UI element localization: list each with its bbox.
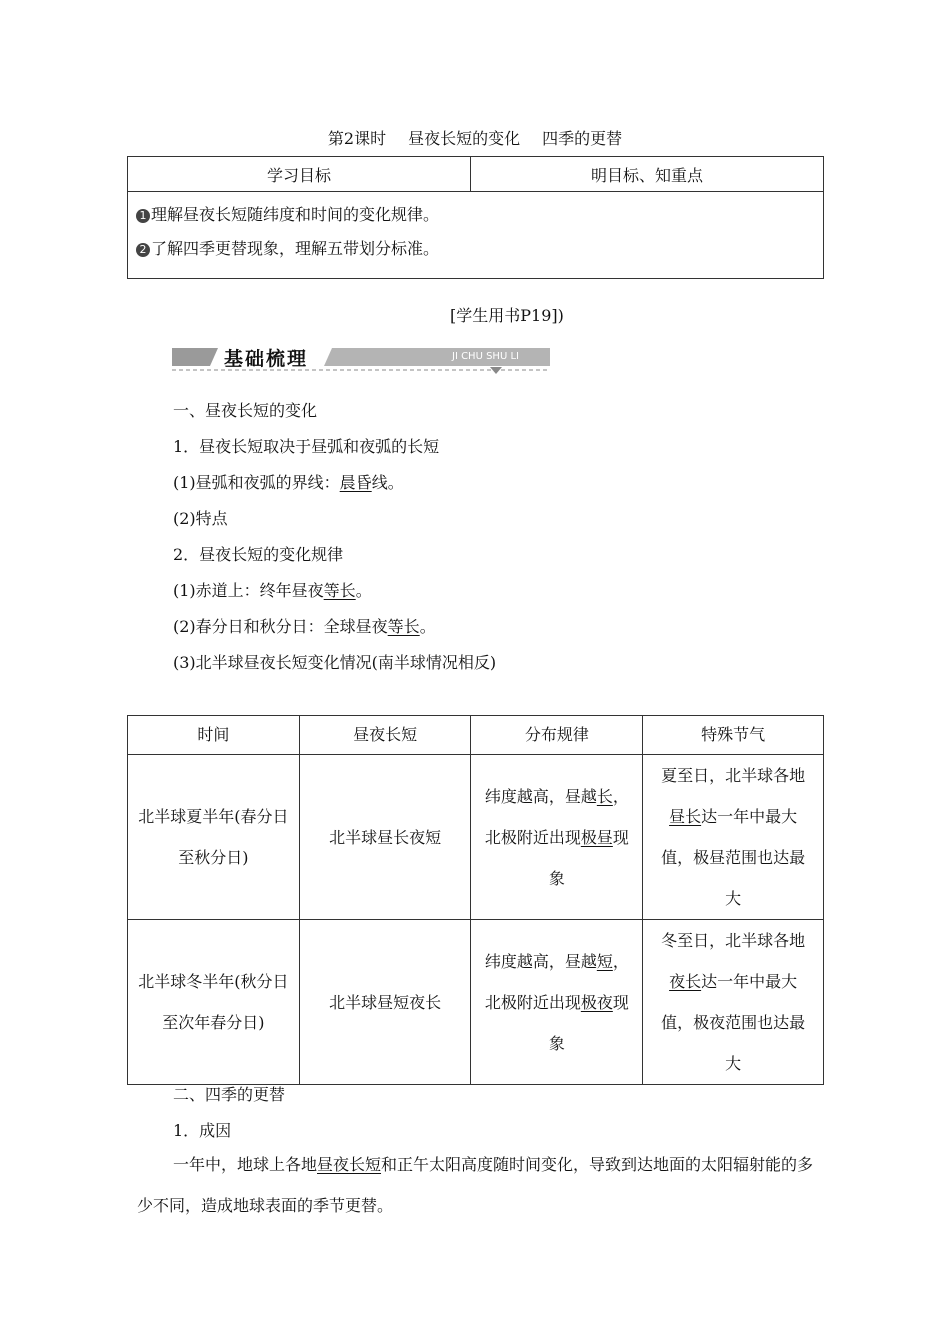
banner-title: 基础梳理 <box>224 348 309 370</box>
text: 夏至日，北半球各地 <box>661 766 806 785</box>
section1-p2-1 <box>173 578 372 601</box>
banner-pinyin: JI CHU SHU LI <box>452 351 519 362</box>
text: 。 <box>419 617 436 636</box>
table-row <box>128 920 824 1085</box>
column-header: 昼夜长短 <box>299 716 471 755</box>
answer-blank: 昼夜长短 <box>317 1155 382 1174</box>
table-row <box>128 755 824 920</box>
answer-blank: 长 <box>596 786 613 806</box>
objective-item <box>136 198 815 232</box>
text: (2)春分日和秋分日：全球昼夜 <box>173 617 388 636</box>
objectives-header-right: 明目标、知重点 <box>471 157 824 192</box>
section1-p1: 1．昼夜长短取决于昼弧和夜弧的长短 <box>173 437 440 456</box>
text: (1)昼弧和夜弧的界线： <box>173 473 340 492</box>
column-header: 时间 <box>128 716 300 755</box>
text: (1)赤道上：终年昼夜 <box>173 581 324 600</box>
objectives-table <box>127 156 824 279</box>
table-header-row <box>128 716 824 755</box>
answer-blank: 短 <box>596 951 613 971</box>
text: 冬至日，北半球各地 <box>661 931 806 950</box>
text: 现象 <box>548 827 629 888</box>
answer-blank: 昼长 <box>669 807 702 826</box>
answer-blank: 极夜 <box>580 992 613 1012</box>
textbook-reference: [学生用书P19]) <box>450 306 564 325</box>
answer-blank: 等长 <box>387 617 420 636</box>
section1-p1-2: (2)特点 <box>173 509 228 528</box>
answer-blank: 等长 <box>323 581 356 600</box>
answer-blank: 夜长 <box>669 972 702 991</box>
text: 一年中，地球上各地 <box>173 1155 318 1174</box>
answer-blank: 极昼 <box>580 827 613 847</box>
special-cell <box>643 920 824 1085</box>
section1-p2-2 <box>173 614 436 637</box>
text: 和正午太阳高度随时间变化，导致到达地面的太阳辐射能的多少不同，造成地球表面的季节更替。 <box>137 1155 814 1215</box>
text: 达一年中最大值，极昼范围也达最大 <box>661 807 806 908</box>
objectives-header-left: 学习目标 <box>128 157 471 192</box>
time-cell <box>128 920 300 1085</box>
lesson-topic-1: 昼夜长短的变化 <box>408 129 521 148</box>
number-1-icon: 1 <box>136 209 150 223</box>
length-cell: 北半球昼长夜短 <box>299 755 471 920</box>
cell-text: 北半球夏半年(春分日至秋分日) <box>138 807 289 867</box>
time-cell <box>128 755 300 920</box>
answer-blank: 晨昏 <box>339 473 372 492</box>
section1-p1-1 <box>173 470 404 493</box>
text: 纬度越高，昼越 <box>484 951 597 971</box>
objective-text: 了解四季更替现象，理解五带划分标准。 <box>151 239 440 258</box>
day-night-table <box>127 715 824 1085</box>
section1-p2-3: (3)北半球昼夜长短变化情况(南半球情况相反) <box>173 653 497 672</box>
section1-p2: 2．昼夜长短的变化规律 <box>173 545 344 564</box>
section-banner <box>170 344 550 374</box>
text: ，北极附近出现 <box>484 951 629 1012</box>
objectives-list <box>128 192 824 279</box>
text: ，北极附近出现 <box>484 786 629 847</box>
lesson-title <box>0 126 950 149</box>
cell-text: 北半球冬半年(秋分日至次年春分日) <box>138 972 289 1032</box>
column-header: 特殊节气 <box>643 716 824 755</box>
rule-cell <box>471 920 643 1085</box>
special-cell <box>643 755 824 920</box>
section2-p1: 1．成因 <box>173 1121 232 1140</box>
text: 纬度越高，昼越 <box>484 786 597 806</box>
lesson-topic-2: 四季的更替 <box>542 129 623 148</box>
text: 线。 <box>371 473 404 492</box>
objective-text: 理解昼夜长短随纬度和时间的变化规律。 <box>151 205 440 224</box>
lesson-number: 第2课时 <box>327 129 387 148</box>
text: 现象 <box>548 992 629 1053</box>
objective-item <box>136 232 815 266</box>
section2-heading: 二、四季的更替 <box>173 1085 286 1104</box>
text: 。 <box>355 581 372 600</box>
section1-heading: 一、昼夜长短的变化 <box>173 401 318 420</box>
number-2-icon: 2 <box>136 243 150 257</box>
rule-cell <box>471 755 643 920</box>
text: 达一年中最大值，极夜范围也达最大 <box>661 972 806 1073</box>
length-cell: 北半球昼短夜长 <box>299 920 471 1085</box>
section2-paragraph <box>137 1144 827 1226</box>
column-header: 分布规律 <box>471 716 643 755</box>
